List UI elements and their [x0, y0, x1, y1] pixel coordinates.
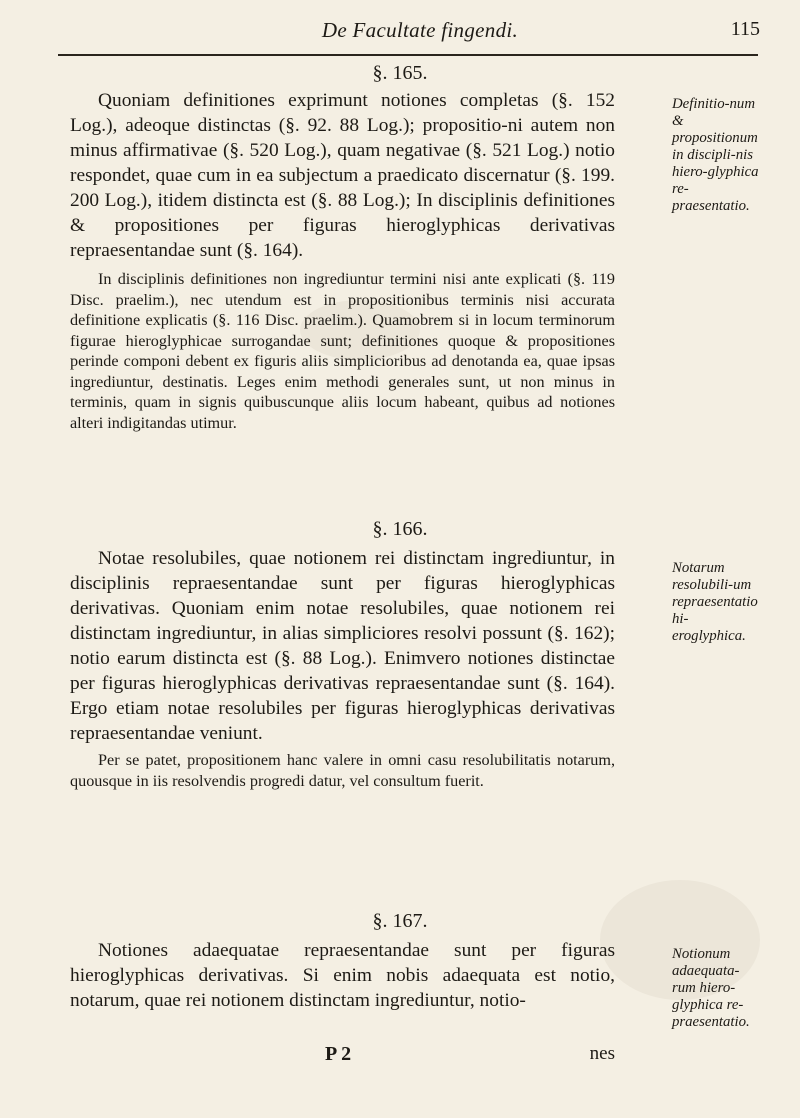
catchword: nes [589, 1043, 615, 1064]
section-167-body [70, 938, 615, 1013]
section-166-body [70, 546, 615, 791]
page-number: 115 [730, 18, 760, 40]
margin-note-definitions: Definitio-num & propositionum in discipli-nis hiero-glyphica re-praesentatio. [672, 96, 759, 214]
section-mark-167: §. 167. [372, 910, 428, 932]
section-165-body [70, 88, 615, 433]
paragraph-165-note: In disciplinis definitiones non ingrediuntur termini nisi ante explicati (§. 119 Disc. praelim.), nec utendum est in propositionibus terminis nisi accurata definitione explicatis (§. 116 Disc. praelim.). Quamobrem si in locum terminorum figurae hieroglyphicae surrogandae sunt; definitiones quoque & propositiones perinde componi debent ex figuris aliis simplicioribus ad denotanda ea, quae ipsas ingrediuntur, destinatis. Leges enim methodi generales sunt, ut non minus in terminis, quam in signis quibuscunque aliis locum habeant, quibus ad notiones alteri indigitandas utimur. [70, 270, 615, 432]
section-mark-166: §. 166. [372, 518, 428, 540]
signature-mark: P 2 [325, 1043, 352, 1065]
section-mark-165: §. 165. [372, 62, 428, 84]
margin-note-adequate: Notionum adaequata-rum hiero-glyphica re-praesentatio. [672, 946, 750, 1030]
page-header [60, 14, 760, 44]
header-rule [58, 54, 758, 56]
paragraph-166-note: Per se patet, propositionem hanc valere in omni casu resolubilitatis notarum, quousque in iis resolvendis progredi datur, vel consultum fuerit. [70, 751, 615, 790]
running-head: De Facultate fingendi. [321, 18, 519, 42]
paragraph-165-main: Quoniam definitiones exprimunt notiones completas (§. 152 Log.), adeoque distinctas (§. 92. 88 Log.); propositio-ni autem non minus affirmativae (§. 520 Log.), quam negativae (§. 521 Log.) notio respondet, quae cum in ea subjectum a praedicato discernatur (§. 199. 200 Log.), itidem distincta est (§. 88 Log.); In disciplinis definitiones & propositiones per figuras hieroglyphicas derivativas repraesentandae sunt (§. 164). [70, 90, 615, 261]
margin-note-resolubles: Notarum resolubili-um repraesentatio hi-eroglyphica. [672, 560, 758, 644]
page-footer [70, 1043, 615, 1067]
paragraph-166-main: Notae resolubiles, quae notionem rei distinctam ingrediuntur, in disciplinis repraesentandae sunt per figuras hieroglyphicas derivativas. Quoniam enim notae resolubiles, quae notionem rei distinctam ingrediuntur, in alias simpliciores resolvi possunt (§. 162); notio earum distincta est (§. 88 Log.). Enimvero notiones distinctae per figuras hieroglyphicas derivativas repraesentandae sunt (§. 164). Ergo etiam notae resolubiles per figuras hieroglyphicas derivativas repraesentandae veniunt. [70, 548, 615, 744]
paragraph-167-main: Notiones adaequatae repraesentandae sunt per figuras hieroglyphicas derivativas. Si enim nobis adaequata est notio, notarum, quae rei notionem distinctam ingrediuntur, notio- [70, 940, 615, 1011]
